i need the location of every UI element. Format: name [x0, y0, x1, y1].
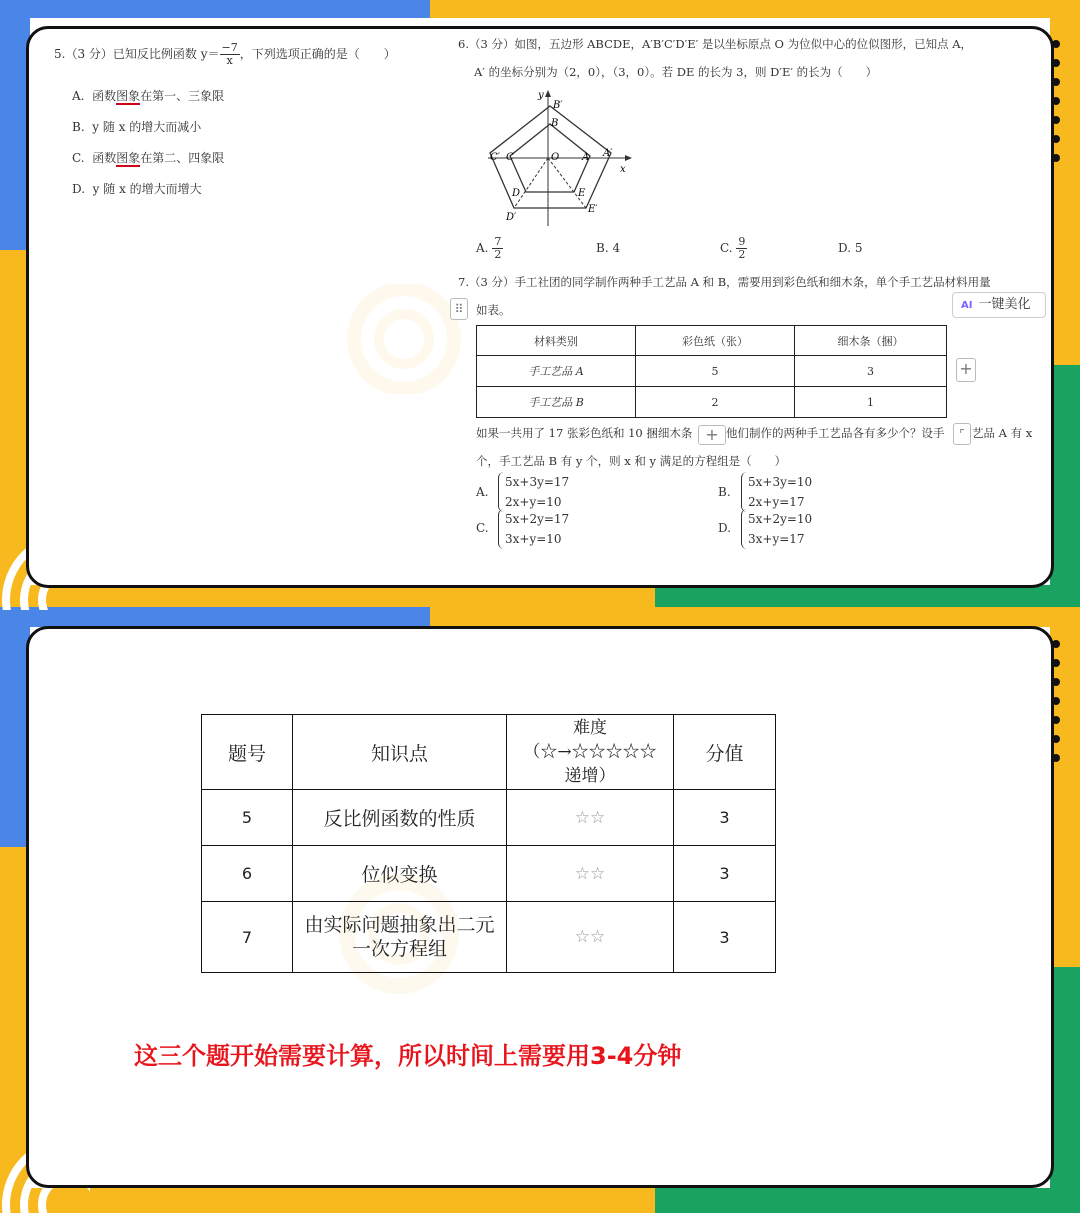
bg-yellow-top [430, 0, 1080, 18]
add-column-button[interactable]: + [956, 358, 976, 382]
q6-option-b [596, 241, 620, 255]
table-cell: 6 [202, 846, 293, 902]
q5-option-d-text: y 随 x 的增大而增大 [92, 182, 202, 196]
table-cell: 手工艺品 B [477, 387, 636, 418]
binder-dots-bottom [1052, 640, 1062, 800]
fig-label-c: C [506, 152, 514, 163]
q7-option-d-eq1: 5x+2y=10 [748, 512, 813, 526]
q5-option-a-letter: A. [72, 89, 85, 103]
table-header-cell: 细木条（捆） [795, 326, 947, 356]
table-header-cell: 彩色纸（张） [636, 326, 795, 356]
table-header-cell: 知识点 [293, 715, 507, 790]
q6-option-c-letter: C. [720, 241, 733, 255]
bg-green-mid [655, 585, 1080, 607]
q5-option-d [72, 180, 202, 197]
table-cell: 反比例函数的性质 [293, 790, 507, 846]
table-header-cell: 分值 [674, 715, 776, 790]
q5-frac-num: −7 [221, 41, 238, 54]
table-cell: 手工艺品 A [477, 356, 636, 387]
bg-green-right2 [1050, 967, 1080, 1213]
q7-line2: 如表。 [476, 303, 511, 317]
fig-label-d: D [512, 188, 521, 199]
q6-option-c-frac [736, 236, 747, 261]
q7-option-d-eq2: 3x+y=17 [748, 532, 805, 546]
fig-label-b1: B′ [553, 100, 563, 111]
table-cell: ☆☆ [507, 902, 674, 973]
q6-option-a-frac [492, 236, 503, 261]
ai-beautify-label: 一键美化 [978, 297, 1031, 312]
table-cell: ☆☆ [507, 846, 674, 902]
q7-option-d-system [741, 509, 812, 549]
q6-option-a-letter: A. [476, 241, 489, 255]
add-row-button[interactable]: + [698, 425, 726, 445]
q5-stem-prefix: 5.（3 分）已知反比例函数 y＝ [54, 47, 220, 61]
q6-option-d [838, 241, 862, 255]
table-row [202, 846, 776, 902]
q7-option-c-system [498, 509, 569, 549]
q5-stem [54, 42, 396, 67]
q5-stem-suffix: ，下列选项正确的是（ ） [239, 47, 396, 61]
q6-option-c-num: 9 [738, 235, 746, 248]
table-cell: 位似变换 [293, 846, 507, 902]
table-header-cell: 难度 （☆→☆☆☆☆☆ 递增） [507, 715, 674, 790]
q5-option-c-letter: C. [72, 151, 85, 165]
q7-option-b-eq2: 2x+y=17 [748, 495, 805, 509]
table-cell: 5 [202, 790, 293, 846]
table-cell: 5 [636, 356, 795, 387]
q6-pentagon-figure [478, 88, 638, 228]
table-cell: ☆☆ [507, 790, 674, 846]
table-row [202, 902, 776, 973]
q6-option-d-letter: D. [838, 241, 852, 255]
q5-fraction [220, 42, 240, 67]
table-row [477, 387, 947, 418]
bg-green-right [1050, 365, 1080, 615]
q7-option-c-eq1: 5x+2y=17 [505, 512, 570, 526]
table-cell: 由实际问题抽象出二元 一次方程组 [293, 902, 507, 973]
table-row [477, 326, 947, 356]
fig-label-o: O [551, 152, 560, 163]
q7-option-d-letter: D. [718, 521, 732, 535]
bg-blue-top [0, 0, 430, 18]
table-header-cell: 材料类别 [477, 326, 636, 356]
fig-label-a: A [582, 152, 590, 163]
bg-yellow-bottom [0, 1188, 655, 1213]
q5-option-b [72, 118, 201, 135]
q5-option-a-underlined: 图象 [116, 89, 141, 103]
q6-option-a-den: 2 [494, 248, 502, 261]
table-header-cell: 题号 [202, 715, 293, 790]
q5-option-c-post: 在第二、四象限 [140, 151, 225, 165]
q6-option-a-num: 7 [494, 235, 502, 248]
q6-line2: A′ 的坐标分别为（2，0），（3，0）。若 DE 的长为 3，则 D′E′ 的长为（ ） [474, 65, 878, 79]
table-cell: 2 [636, 387, 795, 418]
fig-label-x: x [620, 164, 626, 175]
resize-corner-handle[interactable]: ⌜ [953, 423, 971, 445]
q5-option-d-letter: D. [72, 182, 86, 196]
table-row [202, 790, 776, 846]
q7-line3b: 他们制作的两种手工艺品各有多少个？设手 [726, 426, 945, 440]
q6-option-b-letter: B. [596, 241, 609, 255]
q5-option-c [72, 149, 224, 166]
q5-option-a-post: 在第一、三象限 [140, 89, 225, 103]
summary-table [201, 714, 776, 973]
q7-line3c: 艺品 A 有 x [972, 426, 1033, 440]
q5-option-a-pre: 函数 [92, 89, 117, 103]
q7-line4: 个，手工艺品 B 有 y 个，则 x 和 y 满足的方程组是（ ） [476, 454, 787, 468]
bg-blue-mid [0, 607, 430, 627]
q5-option-c-underlined: 图象 [116, 151, 141, 165]
fig-label-e: E [578, 188, 586, 199]
q6-option-d-text: 5 [854, 241, 863, 255]
q5-option-b-letter: B. [72, 120, 85, 134]
ai-beautify-button[interactable] [952, 292, 1046, 318]
bg-yellow-mid2 [430, 607, 1080, 627]
q7-option-c-letter: C. [476, 521, 489, 535]
q6-line1: 6.（3 分）如图，五边形 ABCDE，A′B′C′D′E′ 是以坐标原点 O 为位似中心的位似图形，已知点 A， [458, 37, 973, 51]
q7-option-a-letter: A. [476, 485, 489, 499]
q6-option-c-den: 2 [738, 248, 746, 261]
ai-icon: AI [961, 300, 973, 311]
q5-frac-den: x [226, 54, 233, 67]
bg-yellow-mid [0, 585, 655, 607]
q6-option-c [720, 236, 747, 261]
fig-label-e1: E′ [588, 204, 598, 215]
table-cell: 3 [795, 356, 947, 387]
table-row [477, 356, 947, 387]
table-cell: 3 [674, 846, 776, 902]
q7-materials-table [476, 325, 947, 418]
drag-handle-button[interactable]: ⠿ [450, 298, 468, 320]
table-cell: 3 [674, 790, 776, 846]
q7-option-a-system [498, 472, 569, 512]
q7-option-a-eq2: 2x+y=10 [505, 495, 562, 509]
table-cell: 7 [202, 902, 293, 973]
fig-label-d1: D′ [506, 212, 517, 223]
fig-label-c1: C′ [490, 152, 500, 163]
timing-note: 这三个题开始需要计算，所以时间上需要用3-4分钟 [134, 1042, 682, 1070]
binder-dots-top [1052, 40, 1062, 200]
q7-option-b-system [741, 472, 812, 512]
q6-option-b-text: 4 [612, 241, 621, 255]
q5-option-c-pre: 函数 [92, 151, 117, 165]
fig-label-b: B [551, 118, 559, 129]
fig-label-a1: A′ [603, 148, 613, 159]
q7-option-a-eq1: 5x+3y=17 [505, 475, 570, 489]
table-cell: 3 [674, 902, 776, 973]
table-row [202, 715, 776, 790]
bg-green-bottom [655, 1188, 1080, 1213]
fig-label-y: y [538, 90, 544, 101]
q5-option-a [72, 87, 224, 104]
q7-option-b-eq1: 5x+3y=10 [748, 475, 813, 489]
q7-line3a: 如果一共用了 17 张彩色纸和 10 捆细木条 [476, 426, 693, 440]
q7-option-c-eq2: 3x+y=10 [505, 532, 562, 546]
q7-line1: 7.（3 分）手工社团的同学制作两种手工艺品 A 和 B，需要用到彩色纸和细木条，单个手工艺品材料用量 [458, 275, 991, 289]
q5-option-b-text: y 随 x 的增大而减小 [92, 120, 202, 134]
q7-option-b-letter: B. [718, 485, 731, 499]
q6-option-a [476, 236, 503, 261]
table-cell: 1 [795, 387, 947, 418]
